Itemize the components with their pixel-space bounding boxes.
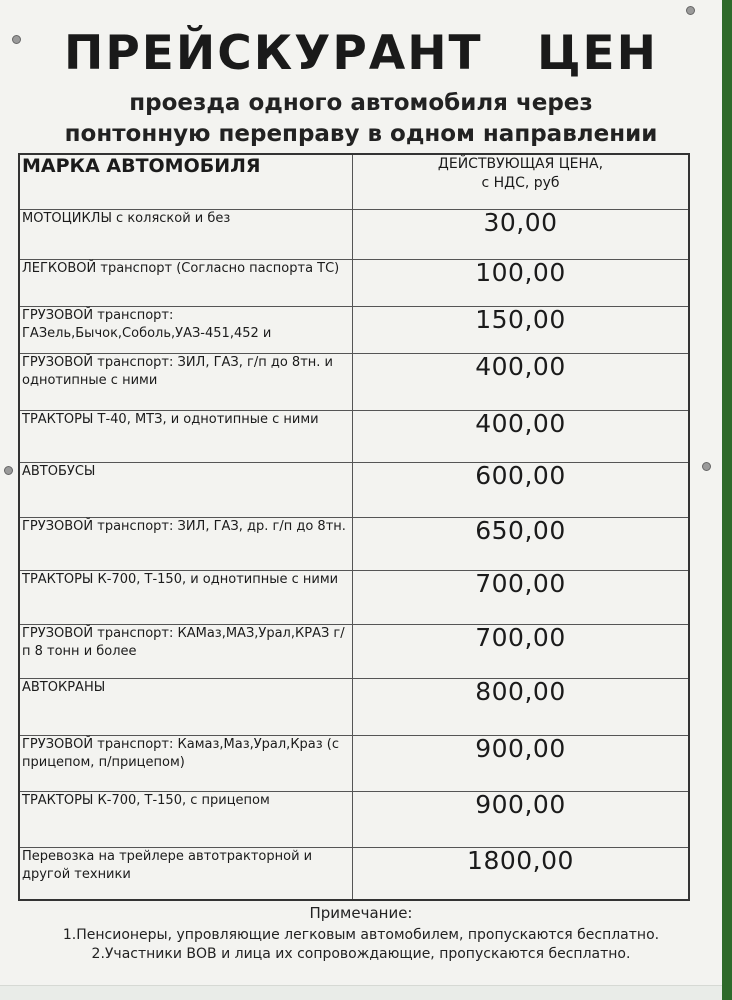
vehicle-type: ЛЕГКОВОЙ транспорт (Согласно паспорта ТС) (19, 260, 353, 307)
table-row (19, 411, 689, 463)
vehicle-type: АВТОКРАНЫ (19, 679, 353, 736)
notes-title: Примечание: (309, 904, 413, 922)
price-value: 400,00 (353, 411, 690, 463)
price-table (18, 153, 690, 901)
subtitle-line-1: проезда одного автомобиля через (129, 90, 593, 116)
table-row (19, 792, 689, 848)
price-value: 150,00 (353, 307, 690, 354)
price-value: 900,00 (353, 736, 690, 792)
table-row (19, 736, 689, 792)
note-line-1: 1.Пенсионеры, упровляющие легковым автомобилем, пропускаются бесплатно. (62, 927, 660, 943)
vehicle-type: ТРАКТОРЫ Т-40, МТЗ, и однотипные с ними (19, 411, 353, 463)
table-row (19, 679, 689, 736)
table-row (19, 571, 689, 625)
vehicle-type: ТРАКТОРЫ К-700, Т-150, и однотипные с ними (19, 571, 353, 625)
subtitle-line-2: понтонную переправу в одном направлении (64, 121, 658, 147)
screw-icon (702, 462, 711, 471)
table-row (19, 848, 689, 900)
column-header-price (353, 154, 690, 210)
price-header-line-2: с НДС, руб (481, 175, 560, 191)
screw-icon (4, 466, 13, 475)
price-value: 1800,00 (353, 848, 690, 900)
page-title: ПРЕЙСКУРАНТ ЦЕН (64, 26, 658, 81)
table-row (19, 260, 689, 307)
green-wall (722, 0, 732, 1000)
table-row (19, 518, 689, 571)
price-header-line-1: ДЕЙСТВУЮЩАЯ ЦЕНА, (437, 156, 604, 172)
vehicle-type: Перевозка на трейлере автотракторной и другой техники (19, 848, 353, 900)
table-row (19, 307, 689, 354)
vehicle-type: ГРУЗОВОЙ транспорт: ГАЗель,Бычок,Соболь,УАЗ-451,452 и (19, 307, 353, 354)
price-value: 900,00 (353, 792, 690, 848)
vehicle-type: ГРУЗОВОЙ транспорт: Камаз,Маз,Урал,Краз (с прицепом, п/прицепом) (19, 736, 353, 792)
screw-icon (686, 6, 695, 15)
vehicle-type: ГРУЗОВОЙ транспорт: КАМаз,МАЗ,Урал,КРАЗ г/п 8 тонн и более (19, 625, 353, 679)
table-row (19, 354, 689, 411)
table-row (19, 210, 689, 260)
column-header-brand: МАРКА АВТОМОБИЛЯ (19, 154, 353, 210)
price-value: 100,00 (353, 260, 690, 307)
price-value: 650,00 (353, 518, 690, 571)
price-value: 600,00 (353, 463, 690, 518)
table-row (19, 625, 689, 679)
table-header-row (19, 154, 689, 210)
table-row (19, 463, 689, 518)
vehicle-type: ТРАКТОРЫ К-700, Т-150, с прицепом (19, 792, 353, 848)
snow-ledge (0, 985, 722, 1000)
vehicle-type: ГРУЗОВОЙ транспорт: ЗИЛ, ГАЗ, г/п до 8тн. и однотипные с ними (19, 354, 353, 411)
note-line-2: 2.Участники ВОВ и лица их сопровождающие, пропускаются бесплатно. (91, 946, 631, 962)
vehicle-type: ГРУЗОВОЙ транспорт: ЗИЛ, ГАЗ, др. г/п до 8тн. (19, 518, 353, 571)
price-value: 30,00 (353, 210, 690, 260)
price-value: 800,00 (353, 679, 690, 736)
price-value: 700,00 (353, 571, 690, 625)
price-value: 700,00 (353, 625, 690, 679)
price-value: 400,00 (353, 354, 690, 411)
vehicle-type: МОТОЦИКЛЫ с коляской и без (19, 210, 353, 260)
vehicle-type: АВТОБУСЫ (19, 463, 353, 518)
